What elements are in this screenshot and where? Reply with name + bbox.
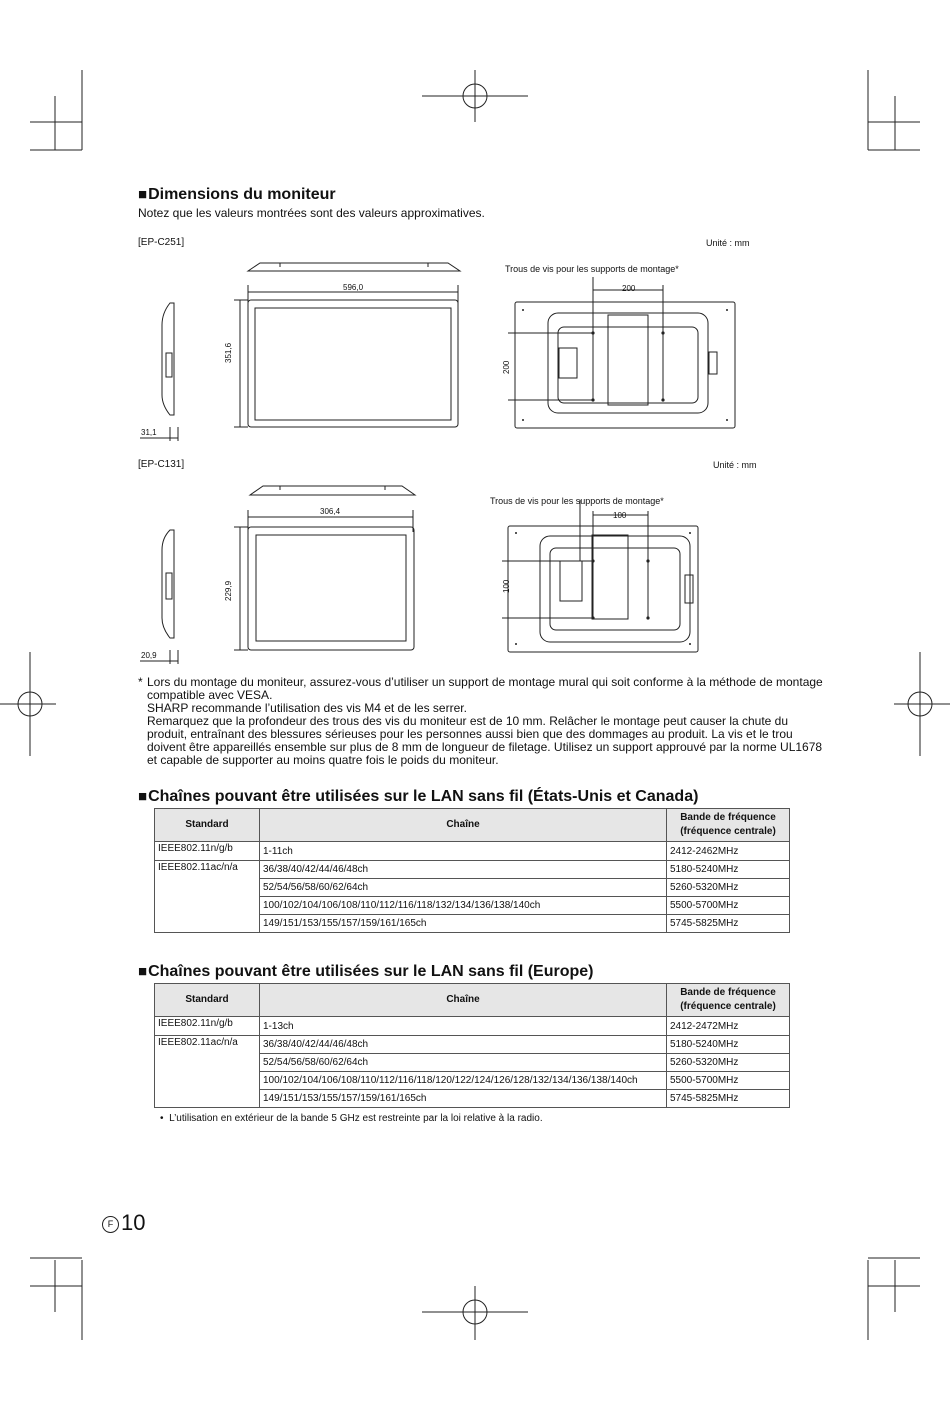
c251-vesa-label: Trous de vis pour les supports de montage* xyxy=(505,264,679,274)
footnote-line: compatible avec VESA. xyxy=(147,688,273,702)
table-us-heading xyxy=(138,787,698,807)
language-f-icon: F xyxy=(102,1216,119,1233)
footnote-line: SHARP recommande l’utilisation des vis M4 et de les serrer. xyxy=(147,701,467,715)
footnote-line: doivent être appareillés ensemble sur plus de 8 mm de longueur de filetage. Utilisez un support approuvé par la norme UL1678 xyxy=(147,740,823,754)
cell-channel: 100/102/104/106/108/110/112/116/118/132/134/136/138/140ch xyxy=(260,897,667,915)
cell-channel: 1-11ch xyxy=(260,842,667,861)
c251-vesa-v: 200 xyxy=(502,360,511,374)
c251-width-label: 596,0 xyxy=(343,283,364,292)
cell-channel: 52/54/56/58/60/62/64ch xyxy=(260,879,667,897)
cell-standard: IEEE802.11ac/n/a xyxy=(155,861,260,933)
c131-vesa-h: 100 xyxy=(613,511,627,520)
cell-channel: 100/102/104/106/108/110/112/116/118/120/122/124/126/128/132/134/136/138/140ch xyxy=(260,1072,667,1090)
c251-depth-label: 31,1 xyxy=(141,428,157,437)
cell-standard: IEEE802.11n/g/b xyxy=(155,1017,260,1036)
radio-restriction-text: L’utilisation en extérieur de la bande 5 GHz est restreinte par la loi relative à la radio. xyxy=(169,1113,543,1124)
dimensions-heading xyxy=(138,185,336,205)
cell-channel: 36/38/40/42/44/46/48ch xyxy=(260,1036,667,1054)
model-c251-label: [EP-C251] xyxy=(138,237,185,248)
table-eu-heading xyxy=(138,962,594,982)
cell-band: 5500-5700MHz xyxy=(667,1072,790,1090)
c131-depth-label: 20,9 xyxy=(141,651,157,660)
col-band-line1: Bande de fréquence xyxy=(680,987,776,998)
cell-channel: 52/54/56/58/60/62/64ch xyxy=(260,1054,667,1072)
table-us-heading-text: Chaînes pouvant être utilisées sur le LAN sans fil (États-Unis et Canada) xyxy=(148,788,699,805)
col-band-line2: (fréquence centrale) xyxy=(680,826,776,837)
cell-band: 5260-5320MHz xyxy=(667,879,790,897)
c131-width-label: 306,4 xyxy=(320,507,341,516)
bullet-dot-icon: • xyxy=(160,1113,170,1124)
c131-height-label: 229,9 xyxy=(224,580,233,601)
footnote-marker: * xyxy=(138,675,143,689)
square-bullet-icon: ■ xyxy=(138,963,148,980)
footnote-line: et capable de supporter au moins quatre fois le poids du moniteur. xyxy=(147,753,499,767)
dimensions-intro: Notez que les valeurs montrées sont des valeurs approximatives. xyxy=(138,206,485,220)
cell-standard: IEEE802.11ac/n/a xyxy=(155,1036,260,1108)
cell-channel: 149/151/153/155/157/159/161/165ch xyxy=(260,915,667,933)
c131-vesa-label: Trous de vis pour les supports de montage* xyxy=(490,496,664,506)
c131-drawings xyxy=(130,478,750,668)
footnote-line: Lors du montage du moniteur, assurez-vous d’utiliser un support de montage mural qui soit conforme à la méthode de montage xyxy=(147,675,823,689)
table-row xyxy=(155,842,790,861)
table-eu-heading-text: Chaînes pouvant être utilisées sur le LAN sans fil (Europe) xyxy=(148,963,594,980)
model-c131-unit: Unité : mm xyxy=(713,460,757,470)
footnote-line: produit, entraînant des blessures sérieuses pour les personnes aussi bien que des dommages au produit. La vis et le trou xyxy=(147,727,793,741)
table-row xyxy=(155,1036,790,1054)
col-band xyxy=(667,984,790,1017)
col-band-line2: (fréquence centrale) xyxy=(680,1001,776,1012)
cell-standard: IEEE802.11n/g/b xyxy=(155,842,260,861)
col-channel: Chaîne xyxy=(260,984,667,1017)
cell-band: 5745-5825MHz xyxy=(667,915,790,933)
cell-channel: 1-13ch xyxy=(260,1017,667,1036)
cell-band: 5260-5320MHz xyxy=(667,1054,790,1072)
cell-band: 2412-2462MHz xyxy=(667,842,790,861)
cell-channel: 149/151/153/155/157/159/161/165ch xyxy=(260,1090,667,1108)
cell-band: 2412-2472MHz xyxy=(667,1017,790,1036)
page-number-text: 10 xyxy=(121,1210,146,1235)
cell-band: 5500-5700MHz xyxy=(667,897,790,915)
cell-channel: 36/38/40/42/44/46/48ch xyxy=(260,861,667,879)
cell-band: 5745-5825MHz xyxy=(667,1090,790,1108)
footnote-line: Remarquez que la profondeur des trous des vis du moniteur est de 10 mm. Relâcher le montage peut causer la chute du xyxy=(147,714,789,728)
model-c251-unit: Unité : mm xyxy=(706,238,750,248)
col-standard: Standard xyxy=(155,809,260,842)
table-row xyxy=(155,861,790,879)
dimensions-heading-text: Dimensions du moniteur xyxy=(148,186,336,203)
footnote-text xyxy=(147,676,827,767)
cell-band: 5180-5240MHz xyxy=(667,861,790,879)
c251-drawings xyxy=(130,255,750,445)
page-number xyxy=(102,1210,145,1236)
col-standard: Standard xyxy=(155,984,260,1017)
c131-vesa-v: 100 xyxy=(502,579,511,593)
col-band xyxy=(667,809,790,842)
radio-restriction-note xyxy=(160,1113,543,1124)
channel-table-us xyxy=(154,808,790,933)
model-c131-label: [EP-C131] xyxy=(138,459,185,470)
table-header-row xyxy=(155,984,790,1017)
c251-vesa-h: 200 xyxy=(622,284,636,293)
square-bullet-icon: ■ xyxy=(138,186,148,203)
square-bullet-icon: ■ xyxy=(138,788,148,805)
table-header-row xyxy=(155,809,790,842)
c251-height-label: 351,6 xyxy=(224,342,233,363)
cell-band: 5180-5240MHz xyxy=(667,1036,790,1054)
table-row xyxy=(155,1017,790,1036)
col-band-line1: Bande de fréquence xyxy=(680,812,776,823)
channel-table-eu xyxy=(154,983,790,1108)
col-channel: Chaîne xyxy=(260,809,667,842)
